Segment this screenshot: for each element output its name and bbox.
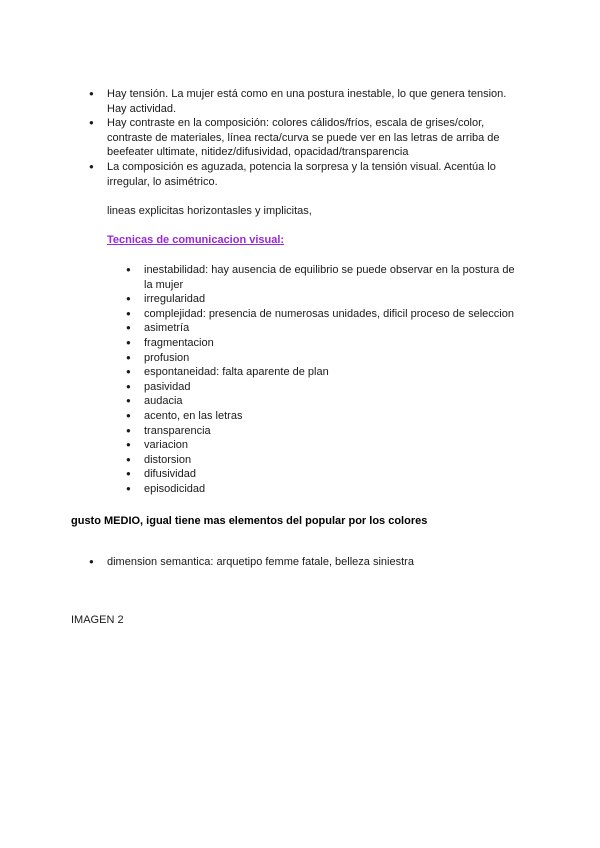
bullet-icon: ● [126,454,131,464]
list-item-text: inestabilidad: hay ausencia de equilibrio se puede observar en la postura de la mujer [144,264,515,291]
list-item [126,321,524,336]
techniques-heading: Tecnicas de comunicacion visual: [107,234,285,246]
list-item [126,336,524,351]
list-item [126,467,524,482]
bullet-icon: ● [126,352,131,362]
list-item [126,307,524,322]
list-item-text: complejidad: presencia de numerosas unidades, dificil proceso de seleccion [144,307,514,320]
list-item [89,87,517,116]
bullet-icon: ● [126,440,131,450]
list-item-text: fragmentacion [144,336,214,349]
list-item-text: variacion [144,439,189,452]
bullet-icon: ● [126,337,131,347]
bullet-icon: ● [126,367,131,377]
list-item-text: espontaneidad: falta aparente de plan [144,366,329,379]
list-item [89,116,517,160]
bullet-icon: ● [126,294,131,304]
list-item-text: dimension semantica: arquetipo femme fatale, belleza siniestra [107,556,414,568]
bullet-icon: ● [126,425,131,435]
list-item-text: Hay contraste en la composición: colores cálidos/fríos, escala de grises/color, contraste de materiales, línea recta/curva se puede ver en las letras de arriba de beefeater ultimate, nitidez/difusividad, opacidad/transparencia [107,117,500,159]
bullet-icon: ● [126,381,131,391]
bullet-icon: ● [126,308,131,318]
list-item-text: Hay tensión. La mujer está como en una postura inestable, lo que genera tension. Hay actividad. [107,88,507,115]
analysis-bullet-list [89,87,517,189]
bullet-icon: ● [126,396,131,406]
list-item-text: pasividad [144,380,191,393]
list-item-text: episodicidad [144,482,206,495]
image-section-label: IMAGEN 2 [71,614,124,626]
bullet-icon: ● [89,161,94,171]
list-item [126,380,524,395]
list-item [126,482,524,497]
semantic-bullet-list [89,555,507,570]
list-item-text: asimetría [144,322,190,335]
list-item-text: irregularidad [144,293,206,306]
techniques-list [126,263,524,497]
bullet-icon: ● [126,410,131,420]
list-item-text: difusividad [144,468,196,481]
list-item-text: transparencia [144,424,211,437]
list-item-text: acento, en las letras [144,409,243,422]
list-item-text: audacia [144,395,183,408]
list-item [126,292,524,307]
list-item [126,424,524,439]
list-item [89,555,507,570]
gusto-statement: gusto MEDIO, igual tiene mas elementos del popular por los colores [71,515,428,527]
list-item [126,438,524,453]
list-item [126,263,524,292]
bullet-icon: ● [89,557,94,566]
list-item-text: profusion [144,351,190,364]
list-item [126,409,524,424]
list-item-text: La composición es aguzada, potencia la sorpresa y la tensión visual. Acentúa lo irregular, lo asimétrico. [107,160,496,188]
bullet-icon: ● [89,89,94,98]
list-item [126,453,524,468]
bullet-icon: ● [126,469,131,479]
bullet-icon: ● [126,323,131,333]
lines-paragraph: lineas explicitas horizontasles y implicitas, [107,205,312,217]
list-item-text: distorsion [144,453,192,466]
bullet-icon: ● [126,483,131,493]
list-item [89,160,517,189]
list-item [126,351,524,366]
bullet-icon: ● [126,265,131,274]
list-item [126,365,524,380]
list-item [126,394,524,409]
bullet-icon: ● [89,118,94,128]
